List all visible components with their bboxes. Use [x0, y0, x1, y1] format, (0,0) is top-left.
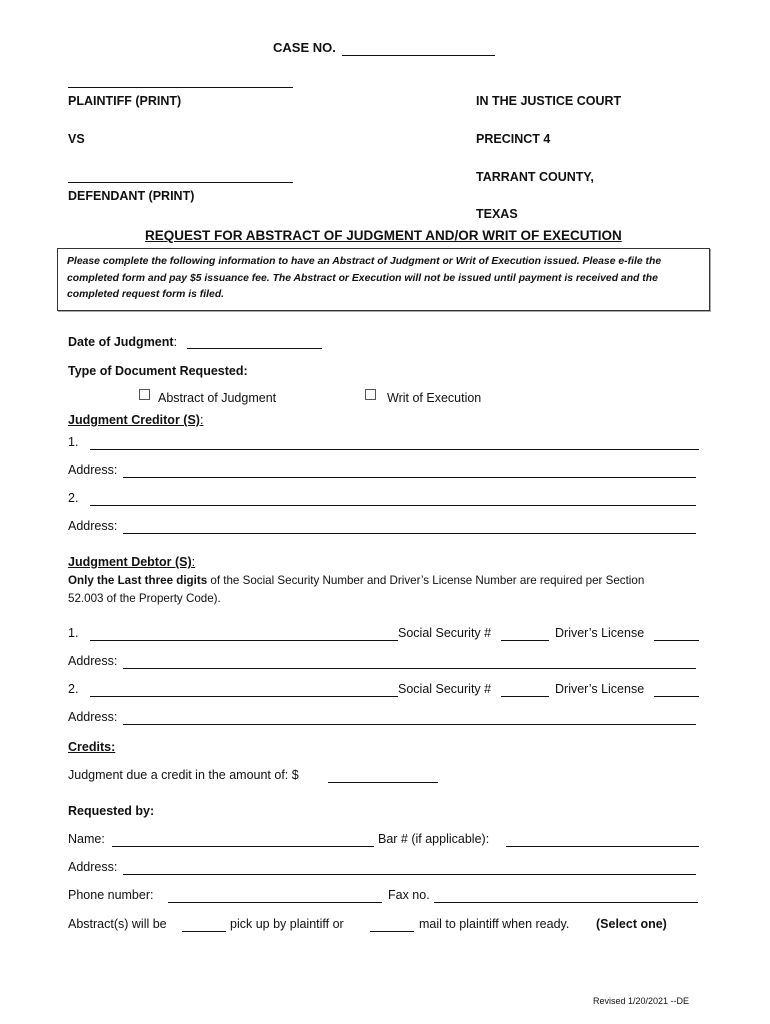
- fax-field[interactable]: [434, 902, 698, 903]
- debtor-note-bold: Only the Last three digits: [68, 574, 208, 587]
- requester-name-label: Name:: [68, 832, 105, 846]
- date-of-judgment-label: [68, 335, 177, 349]
- creditor-2-address-label: Address:: [68, 519, 118, 533]
- creditor-1-number: 1.: [68, 435, 79, 449]
- pickup-option-label: pick up by plaintiff or: [230, 917, 344, 931]
- requester-name-field[interactable]: [112, 846, 374, 847]
- debtor-2-dl-field[interactable]: [654, 696, 699, 697]
- debtor-2-address-field[interactable]: [123, 724, 696, 725]
- debtor-2-number: 2.: [68, 682, 79, 696]
- credit-amount-label: Judgment due a credit in the amount of: $: [68, 768, 299, 782]
- debtor-note-line-2: 52.003 of the Property Code).: [68, 592, 221, 605]
- requester-address-field[interactable]: [123, 874, 696, 875]
- case-no-field[interactable]: [342, 55, 495, 56]
- date-of-judgment-label-text: Date of Judgment: [68, 335, 174, 349]
- requested-by-heading: Requested by:: [68, 804, 155, 818]
- debtor-1-ssn-field[interactable]: [501, 640, 549, 641]
- phone-field[interactable]: [168, 902, 382, 903]
- mail-option-label: mail to plaintiff when ready.: [419, 917, 570, 931]
- creditor-heading-colon: :: [199, 413, 204, 427]
- instructions-text: Please complete the following information to have an Abstract of Judgment or Writ of Execution issued. Please e-file the completed form and pay $5 issuance fee. The Abstract or Execution will not be issued until payment is received and the completed request form is filed.: [67, 256, 662, 300]
- plaintiff-label: PLAINTIFF (PRINT): [68, 94, 182, 108]
- debtor-2-name-field[interactable]: [90, 696, 398, 697]
- court-line-1: IN THE JUSTICE COURT: [476, 94, 622, 108]
- date-of-judgment-field[interactable]: [187, 348, 322, 349]
- creditor-1-name-field[interactable]: [90, 449, 699, 450]
- debtor-2-address-label: Address:: [68, 710, 118, 724]
- revision-note: Revised 1/20/2021 --DE: [593, 996, 690, 1006]
- debtor-heading: [68, 555, 195, 569]
- debtor-2-ssn-label: Social Security #: [398, 682, 492, 696]
- creditor-2-address-field[interactable]: [123, 533, 696, 534]
- requester-address-label: Address:: [68, 860, 118, 874]
- debtor-note-line-1: [68, 574, 644, 587]
- select-one-instruction: (Select one): [596, 917, 667, 931]
- court-line-3: TARRANT COUNTY,: [476, 170, 594, 184]
- writ-checkbox[interactable]: [365, 389, 376, 400]
- bar-number-field[interactable]: [506, 846, 699, 847]
- mail-select-field[interactable]: [370, 931, 414, 932]
- phone-label: Phone number:: [68, 888, 154, 902]
- creditor-1-address-label: Address:: [68, 463, 118, 477]
- instructions-box: [57, 248, 710, 311]
- debtor-2-ssn-field[interactable]: [501, 696, 549, 697]
- debtor-1-ssn-label: Social Security #: [398, 626, 492, 640]
- defendant-field[interactable]: [68, 182, 293, 183]
- court-line-4: TEXAS: [476, 207, 518, 221]
- document-type-label: Type of Document Requested:: [68, 364, 248, 378]
- debtor-note-rest: of the Social Security Number and Driver’s License Number are required per Section: [207, 574, 645, 587]
- debtor-1-number: 1.: [68, 626, 79, 640]
- court-line-2: PRECINCT 4: [476, 132, 551, 146]
- pickup-select-field[interactable]: [182, 931, 226, 932]
- defendant-label: DEFENDANT (PRINT): [68, 189, 195, 203]
- debtor-heading-text: Judgment Debtor (S): [68, 555, 192, 569]
- creditor-1-address-field[interactable]: [123, 477, 696, 478]
- creditor-heading: [68, 413, 203, 427]
- abstract-option-label: Abstract of Judgment: [158, 391, 277, 405]
- case-no-label: CASE NO.: [273, 40, 336, 55]
- date-of-judgment-colon: :: [173, 335, 178, 349]
- debtor-1-address-label: Address:: [68, 654, 118, 668]
- writ-option-label: Writ of Execution: [387, 391, 482, 405]
- credit-amount-field[interactable]: [328, 782, 438, 783]
- debtor-1-dl-field[interactable]: [654, 640, 699, 641]
- form-title: REQUEST FOR ABSTRACT OF JUDGMENT AND/OR WRIT OF EXECUTION: [145, 228, 622, 243]
- debtor-2-dl-label: Driver’s License: [555, 682, 645, 696]
- bar-number-label: Bar # (if applicable):: [378, 832, 490, 846]
- debtor-1-name-field[interactable]: [90, 640, 398, 641]
- debtor-1-dl-label: Driver’s License: [555, 626, 645, 640]
- creditor-2-number: 2.: [68, 491, 79, 505]
- abstract-checkbox[interactable]: [139, 389, 150, 400]
- creditor-heading-text: Judgment Creditor (S): [68, 413, 200, 427]
- plaintiff-field[interactable]: [68, 87, 293, 88]
- creditor-2-name-field[interactable]: [90, 505, 696, 506]
- vs-label: VS: [68, 132, 85, 146]
- debtor-1-address-field[interactable]: [123, 668, 696, 669]
- fax-label: Fax no.: [388, 888, 430, 902]
- abstract-delivery-label: Abstract(s) will be: [68, 917, 167, 931]
- credits-heading: Credits:: [68, 740, 116, 754]
- debtor-heading-colon: :: [191, 555, 196, 569]
